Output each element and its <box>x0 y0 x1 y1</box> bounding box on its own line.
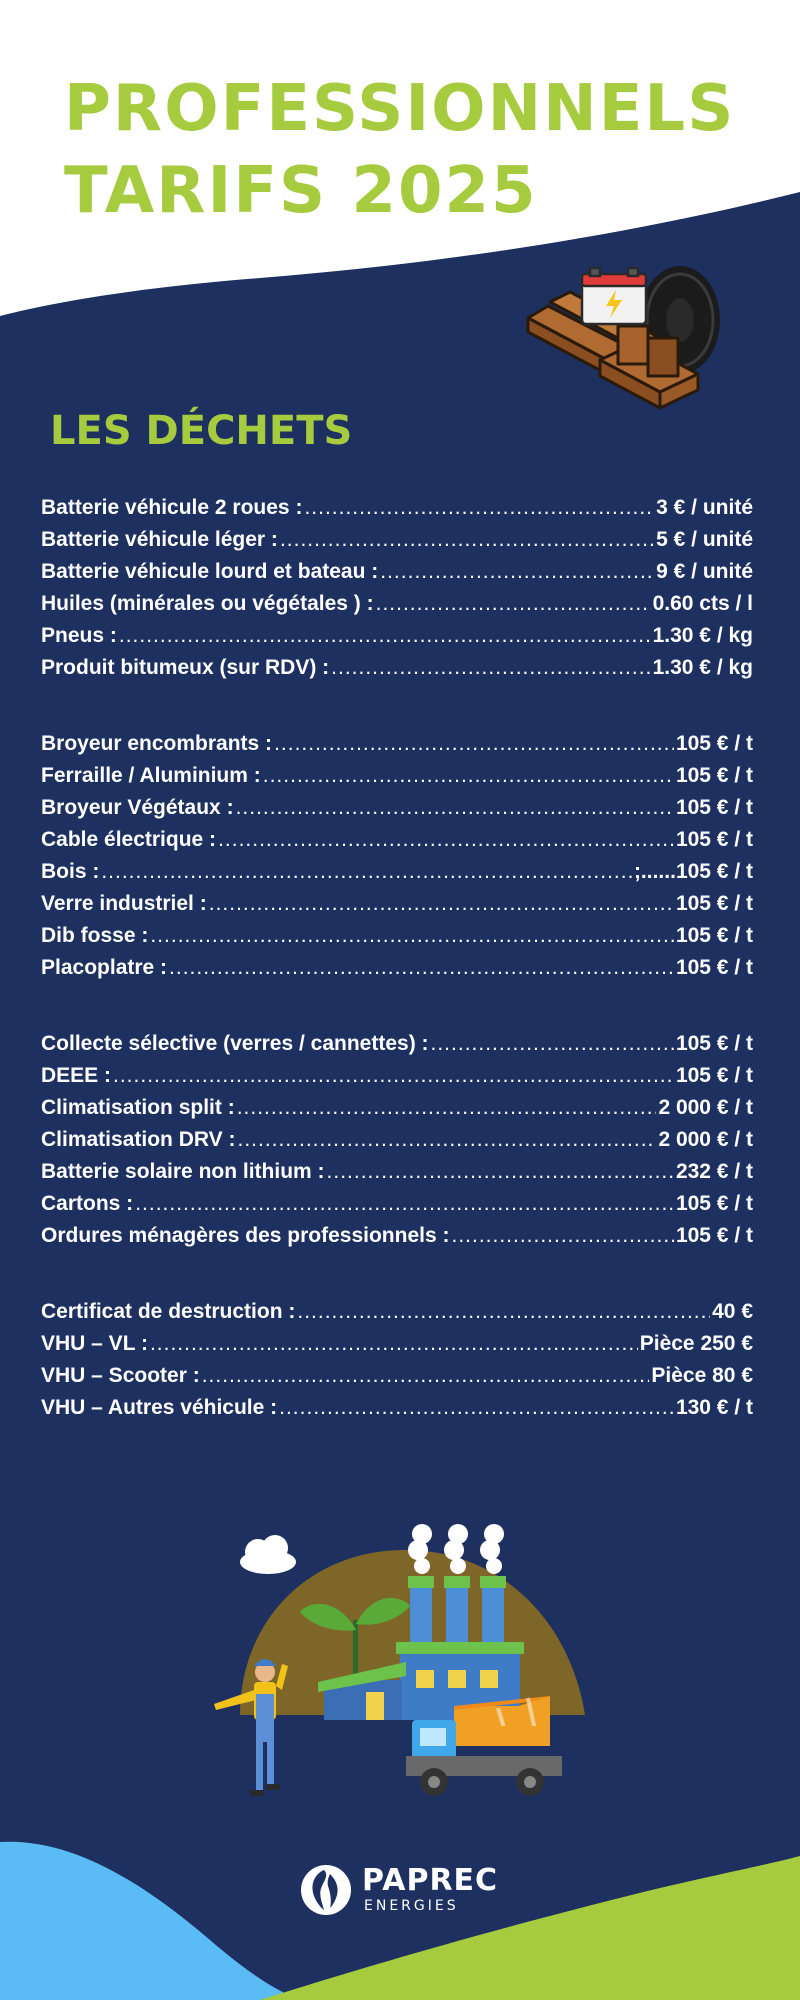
dot-leader <box>431 1032 674 1056</box>
item-price: 105 € / t <box>675 1192 753 1215</box>
title-line-professionnels: PROFESSIONNELS <box>64 72 736 146</box>
dot-leader <box>304 496 654 520</box>
item-price: 1.30 € / kg <box>652 624 753 647</box>
dot-leader <box>113 1064 674 1088</box>
item-price: 232 € / t <box>675 1160 753 1183</box>
item-label: Placoplatre : <box>41 956 168 979</box>
title-line-tarifs: TARIFS 2025 <box>64 154 538 228</box>
price-row <box>41 1160 753 1192</box>
paprec-logo <box>300 1862 510 1920</box>
dot-leader <box>150 1332 638 1356</box>
waste-illustration <box>520 262 740 422</box>
item-label: Certificat de destruction : <box>41 1300 296 1323</box>
item-label: VHU – Autres véhicule : <box>41 1396 278 1419</box>
price-row <box>41 732 753 764</box>
item-price: 105 € / t <box>675 732 753 755</box>
item-price: ;......105 € / t <box>633 860 753 883</box>
price-row <box>41 1300 753 1332</box>
item-price: 105 € / t <box>675 764 753 787</box>
price-row <box>41 764 753 796</box>
price-row <box>41 956 753 988</box>
item-price: 130 € / t <box>675 1396 753 1419</box>
price-group <box>41 732 753 988</box>
item-label: Batterie véhicule léger : <box>41 528 278 551</box>
item-price: 40 € <box>712 1300 753 1323</box>
price-row <box>41 624 753 656</box>
item-price: 1.30 € / kg <box>652 656 753 679</box>
price-row <box>41 1064 753 1096</box>
dot-leader <box>150 924 674 948</box>
price-row <box>41 1128 753 1160</box>
item-label: Verre industriel : <box>41 892 207 915</box>
item-label: Batterie véhicule 2 roues : <box>41 496 303 519</box>
dot-leader <box>101 860 632 884</box>
dot-leader <box>380 560 654 584</box>
dot-leader <box>202 1364 650 1388</box>
price-row <box>41 1224 753 1256</box>
price-row <box>41 656 753 688</box>
dot-leader <box>218 828 674 852</box>
item-price: Pièce 80 € <box>651 1364 753 1387</box>
item-label: Batterie solaire non lithium : <box>41 1160 325 1183</box>
item-price: 105 € / t <box>675 924 753 947</box>
item-label: Climatisation split : <box>41 1096 235 1119</box>
dot-leader <box>297 1300 710 1324</box>
item-label: VHU – Scooter : <box>41 1364 200 1387</box>
item-label: Bois : <box>41 860 100 883</box>
price-row <box>41 528 753 560</box>
item-price: 105 € / t <box>675 796 753 819</box>
item-label: Broyeur Végétaux : <box>41 796 234 819</box>
item-label: Cartons : <box>41 1192 134 1215</box>
dot-leader <box>135 1192 674 1216</box>
price-row <box>41 592 753 624</box>
item-label: VHU – VL : <box>41 1332 148 1355</box>
price-row <box>41 1332 753 1364</box>
price-row <box>41 892 753 924</box>
item-price: 105 € / t <box>675 1224 753 1247</box>
item-label: Ordures ménagères des professionnels : <box>41 1224 450 1247</box>
item-price: 0.60 cts / l <box>652 592 753 615</box>
price-row <box>41 496 753 528</box>
brand-subtitle: ENERGIES <box>364 1898 459 1914</box>
price-group <box>41 1300 753 1428</box>
dot-leader <box>169 956 674 980</box>
price-row <box>41 1364 753 1396</box>
item-label: Ferraille / Aluminium : <box>41 764 261 787</box>
dot-leader <box>331 656 650 680</box>
item-label: Broyeur encombrants : <box>41 732 273 755</box>
item-price: 105 € / t <box>675 892 753 915</box>
dot-leader <box>237 1096 657 1120</box>
item-price: 105 € / t <box>675 956 753 979</box>
item-label: Collecte sélective (verres / cannettes) : <box>41 1032 429 1055</box>
item-label: Batterie véhicule lourd et bateau : <box>41 560 379 583</box>
item-price: 3 € / unité <box>656 496 753 519</box>
item-price: 9 € / unité <box>656 560 753 583</box>
dot-leader <box>263 764 674 788</box>
price-group <box>41 496 753 688</box>
page-title <box>64 68 735 232</box>
price-row <box>41 828 753 860</box>
paprec-logo-icon <box>300 1864 352 1916</box>
price-row <box>41 1396 753 1428</box>
item-label: Dib fosse : <box>41 924 149 947</box>
battery-icon <box>582 268 646 324</box>
item-price: Pièce 250 € <box>639 1332 753 1355</box>
dot-leader <box>209 892 674 916</box>
item-price: 2 000 € / t <box>658 1128 753 1151</box>
dot-leader <box>119 624 651 648</box>
item-label: Huiles (minérales ou végétales ) : <box>41 592 374 615</box>
item-price: 5 € / unité <box>656 528 753 551</box>
section-heading: LES DÉCHETS <box>50 408 353 454</box>
price-row <box>41 560 753 592</box>
item-price: 105 € / t <box>675 1032 753 1055</box>
dot-leader <box>327 1160 674 1184</box>
item-label: Cable électrique : <box>41 828 217 851</box>
dot-leader <box>280 528 654 552</box>
price-row <box>41 1096 753 1128</box>
price-group <box>41 1032 753 1256</box>
factory-illustration <box>200 1520 600 1820</box>
price-list <box>41 496 753 1472</box>
price-row <box>41 1192 753 1224</box>
dot-leader <box>376 592 651 616</box>
dot-leader <box>274 732 674 756</box>
item-label: Climatisation DRV : <box>41 1128 236 1151</box>
item-price: 2 000 € / t <box>658 1096 753 1119</box>
dot-leader <box>451 1224 673 1248</box>
item-price: 105 € / t <box>675 828 753 851</box>
item-price: 105 € / t <box>675 1064 753 1087</box>
price-row <box>41 924 753 956</box>
brand-name: PAPREC <box>362 1863 499 1898</box>
cloud-icon <box>240 1535 296 1574</box>
dot-leader <box>236 796 674 820</box>
item-label: DEEE : <box>41 1064 112 1087</box>
price-row <box>41 1032 753 1064</box>
price-row <box>41 796 753 828</box>
dot-leader <box>237 1128 656 1152</box>
item-label: Produit bitumeux (sur RDV) : <box>41 656 330 679</box>
price-row <box>41 860 753 892</box>
item-label: Pneus : <box>41 624 117 647</box>
smoke-icon <box>408 1524 504 1574</box>
dot-leader <box>279 1396 674 1420</box>
